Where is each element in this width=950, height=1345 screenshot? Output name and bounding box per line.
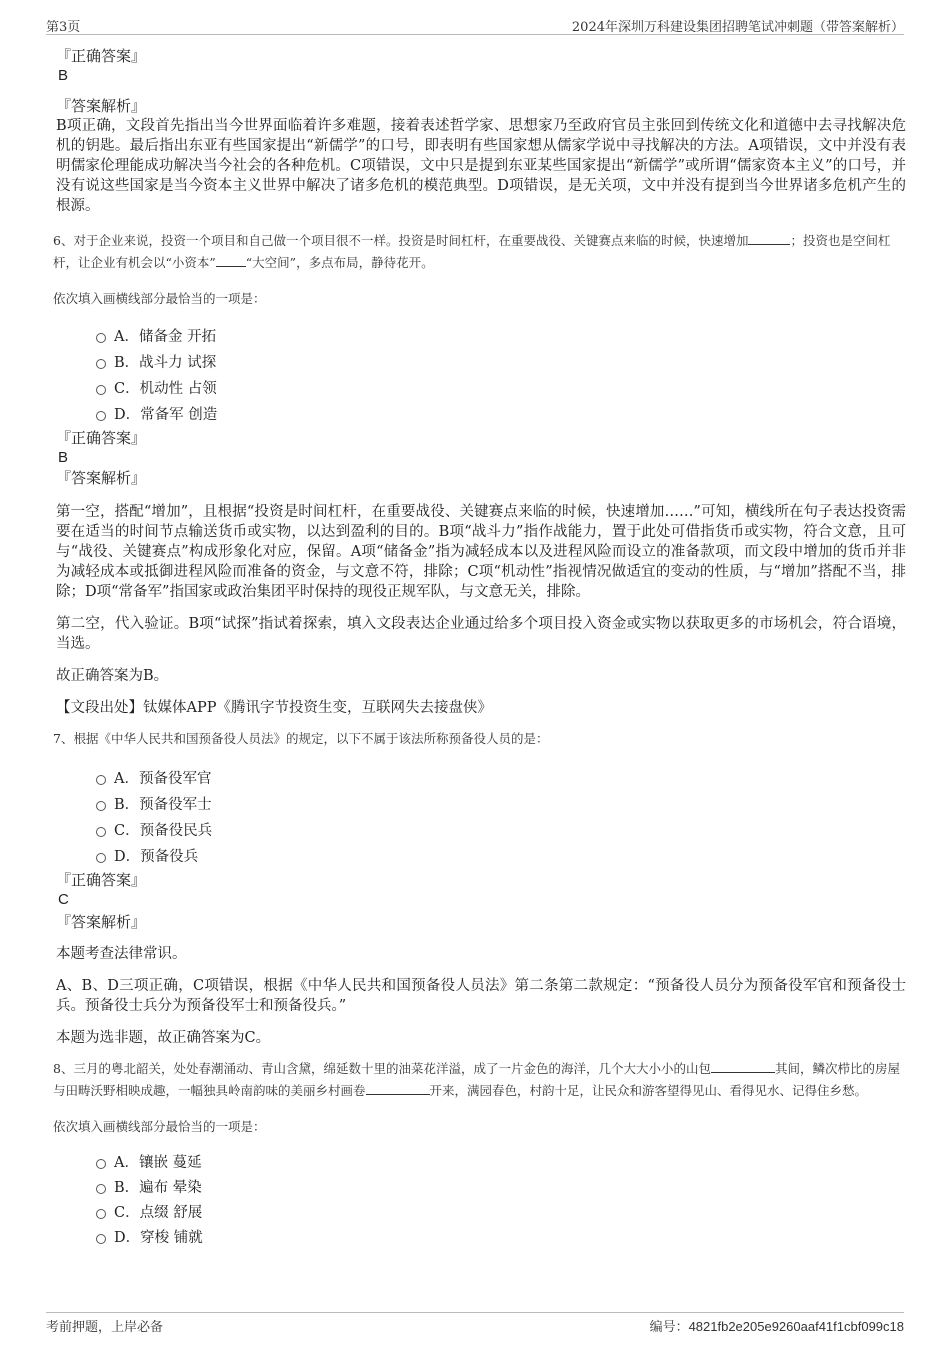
q7-option-d[interactable]: D．预备役兵: [56, 844, 906, 870]
blank-1: [748, 231, 790, 245]
q7-option-a[interactable]: A．预备役军官: [56, 766, 906, 792]
q8-option-b[interactable]: B．遍布 晕染: [56, 1175, 906, 1200]
document-id: 编号：4821fb2e205e9260aaf41f1cbf099c18: [649, 1319, 904, 1334]
page-footer: [46, 1312, 904, 1333]
q6-option-c[interactable]: C．机动性 占领: [56, 376, 906, 402]
analysis-label: 『答案解析』: [56, 97, 147, 115]
q8-option-a[interactable]: A．镶嵌 蔓延: [56, 1150, 906, 1175]
radio-button[interactable]: [96, 775, 106, 785]
q7-analysis-1: 本题考查法律常识。: [56, 946, 187, 962]
q6-answer: B: [58, 449, 69, 466]
q6-stem: 6、对于企业来说，投资一个项目和自己做一个项目很不一样。投资是时间杠杆，在重要战役、关键赛点来临的时候，快速增加 ；投资也是空间杠杆，让企业有机会以“小资本” “大空间”，多点布局，静待花开。: [53, 233, 891, 270]
q5-analysis: B项正确，文段首先指出当今世界面临着许多难题，接着表述哲学家、思想家乃至政府官员主张回到传统文化和道德中去寻找解决危机的钥匙。最后指出东亚有些国家提出“新儒学”的口号，即表明有些国家想从儒家学说中寻找解决的方法。A项错误，文中并没有表明儒家伦理能成功解决当今社会的各种危机。C项错误，文中只是提到东亚某些国家提出“新儒学”或所谓“儒家资本主义”的口号，并没有说这些国家是当今资本主义世界中解决了诸多危机的模范典型。D项错误，是无关项，文中并没有提到当今世界诸多危机产生的根源。: [56, 118, 906, 214]
q6-analysis-1: 第一空，搭配“增加”，且根据“投资是时间杠杆，在重要战役、关键赛点来临的时候，快速增加……”可知，横线所在句子表达投资需要在适当的时间节点输送货币或实物，以达到盈利的目的。B项“战斗力”指作战能力，置于此处可借指货币或实物，符合文意，且可与“战役、关键赛点”构成形象化对应，保留。A项“储备金”指为减轻成本以及进程风险而设立的准备款项，而文段中增加的货币并非为减轻成本或抵御进程风险而准备的资金，与文意不符，排除；C项“机动性”指视情况做适宜的变动的性质，与“增加”搭配不当，排除；D项“常备军”指国家或政治集团平时保持的现役正规军队，与文意无关，排除。: [56, 504, 906, 600]
blank-2: [366, 1081, 430, 1095]
q8-option-c[interactable]: C．点缀 舒展: [56, 1200, 906, 1225]
answer-label: 『正确答案』: [56, 429, 147, 447]
radio-button[interactable]: [96, 1159, 106, 1169]
blank-1: [711, 1059, 775, 1073]
q7-analysis-3: 本题为选非题，故正确答案为C。: [56, 1030, 271, 1046]
analysis-label: 『答案解析』: [56, 469, 147, 487]
q5-answer: B: [58, 67, 69, 84]
q6-analysis-2: 第二空，代入验证。B项“试探”指试着探索，填入文段表达企业通过给多个项目投入资金或实物以获取更多的市场机会，符合语境，当选。: [56, 616, 906, 652]
answer-label: 『正确答案』: [56, 47, 147, 65]
radio-button[interactable]: [96, 1209, 106, 1219]
answer-label: 『正确答案』: [56, 871, 147, 889]
radio-button[interactable]: [96, 333, 106, 343]
footer-slogan: 考前押题，上岸必备: [46, 1320, 164, 1335]
q7-option-b[interactable]: B．预备役军士: [56, 792, 906, 818]
page-header: [46, 14, 904, 35]
page-number: 第3页: [46, 20, 81, 35]
analysis-label: 『答案解析』: [56, 913, 147, 931]
radio-button[interactable]: [96, 853, 106, 863]
document-title: 2024年深圳万科建设集团招聘笔试冲刺题（带答案解析）: [571, 20, 904, 35]
q6-option-b[interactable]: B．战斗力 试探: [56, 350, 906, 376]
q6-option-d[interactable]: D．常备军 创造: [56, 402, 906, 428]
radio-button[interactable]: [96, 801, 106, 811]
blank-2: [216, 253, 246, 267]
q7-answer: C: [58, 891, 69, 908]
q8-option-d[interactable]: D．穿梭 铺就: [56, 1225, 906, 1250]
q6-analysis-3: 故正确答案为B。: [56, 668, 169, 684]
q6-prompt: 依次填入画横线部分最恰当的一项是：: [53, 291, 266, 306]
radio-button[interactable]: [96, 1184, 106, 1194]
radio-button[interactable]: [96, 827, 106, 837]
radio-button[interactable]: [96, 1234, 106, 1244]
radio-button[interactable]: [96, 411, 106, 421]
q7-stem: 7、根据《中华人民共和国预备役人员法》的规定，以下不属于该法所称预备役人员的是：: [53, 731, 549, 746]
q6-source: 【文段出处】钛媒体APP《腾讯字节投资生变，互联网失去接盘侠》: [56, 700, 492, 716]
radio-button[interactable]: [96, 359, 106, 369]
q6-option-a[interactable]: A．储备金 开拓: [56, 324, 906, 350]
q7-option-c[interactable]: C．预备役民兵: [56, 818, 906, 844]
page-content: [53, 46, 906, 1250]
q8-prompt: 依次填入画横线部分最恰当的一项是：: [53, 1119, 266, 1134]
radio-button[interactable]: [96, 385, 106, 395]
q8-stem: 8、三月的粤北韶关，处处春潮涌动、青山含黛，绵延数十里的油菜花洋溢，成了一片金色的海洋，几个大大小小的山包 其间，鳞次栉比的房屋与田畴沃野相映成趣，一幅独具岭南韵味的美丽乡村画卷 开来，满园春色，村韵十足，让民众和游客望得见山、看得见水、记得住乡愁。: [53, 1061, 900, 1098]
q7-analysis-2: A、B、D三项正确，C项错误，根据《中华人民共和国预备役人员法》第二条第二款规定：“预备役人员分为预备役军官和预备役士兵。预备役士兵分为预备役军士和预备役兵。”: [56, 978, 906, 1014]
